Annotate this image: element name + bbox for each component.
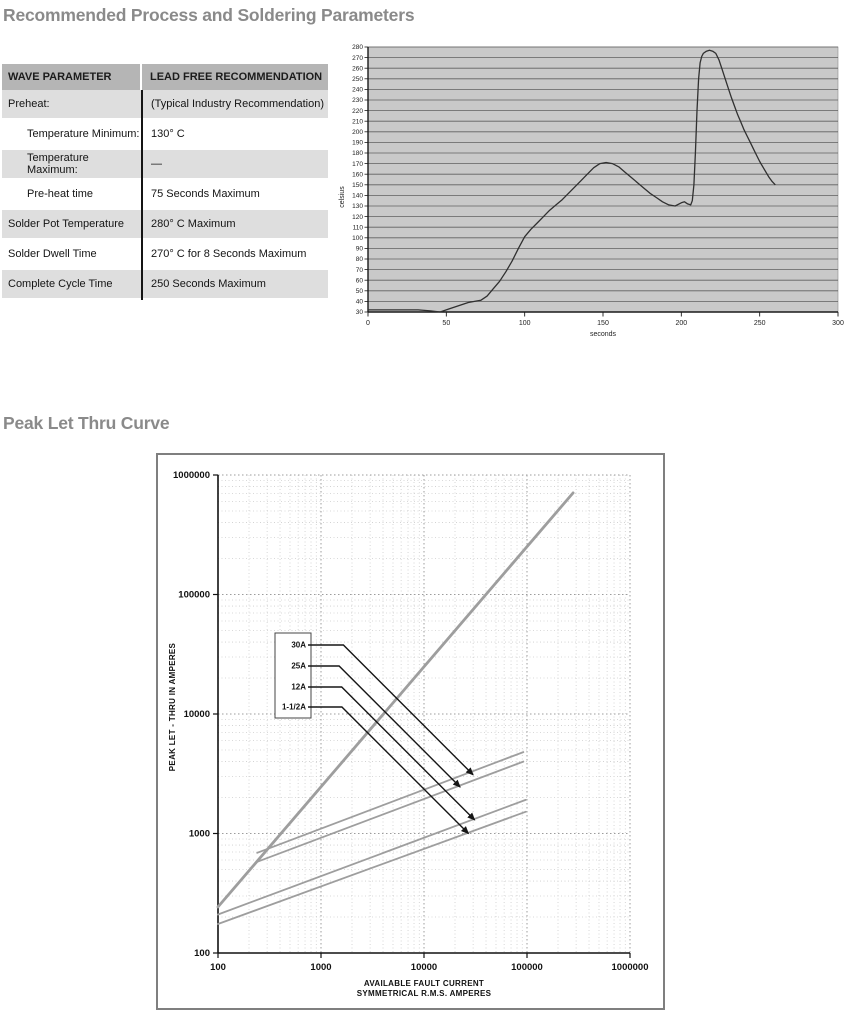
series-line-1-1-2a xyxy=(218,812,526,924)
series-line-30a xyxy=(257,752,523,853)
legend-arrow-1-1-2a xyxy=(308,707,468,834)
svg-text:0: 0 xyxy=(366,320,370,327)
svg-text:190: 190 xyxy=(352,139,363,147)
svg-text:10000: 10000 xyxy=(183,709,210,721)
svg-text:1000000: 1000000 xyxy=(611,962,649,973)
svg-text:180: 180 xyxy=(352,150,363,158)
svg-text:100: 100 xyxy=(518,320,531,327)
svg-text:100000: 100000 xyxy=(511,962,543,973)
param-cell: Pre-heat time xyxy=(27,188,94,200)
svg-text:200: 200 xyxy=(352,129,363,136)
svg-text:AVAILABLE FAULT CURRENT: AVAILABLE FAULT CURRENT xyxy=(363,979,485,988)
svg-text:1000: 1000 xyxy=(188,828,210,840)
section-title-peak-let-thru: Peak Let Thru Curve xyxy=(3,413,170,433)
solder-profile-chart xyxy=(336,35,849,345)
value-cell: 250 Seconds Maximum xyxy=(151,278,266,290)
param-cell: Preheat: xyxy=(8,98,50,110)
svg-text:200: 200 xyxy=(675,320,688,327)
svg-text:170: 170 xyxy=(352,160,363,168)
svg-text:140: 140 xyxy=(352,192,363,200)
wave-parameter-table xyxy=(2,64,328,300)
table-row xyxy=(2,150,328,180)
table-row xyxy=(2,270,328,300)
legend-arrow-25a xyxy=(308,666,460,787)
column-divider-line xyxy=(141,90,143,300)
param-cell: Temperature Minimum: xyxy=(27,128,140,140)
value-cell: 130° C xyxy=(151,128,185,140)
letthru-x-axis-label xyxy=(357,979,492,998)
table-row xyxy=(2,240,328,270)
peak-let-thru-chart xyxy=(158,455,663,1008)
svg-text:160: 160 xyxy=(352,171,363,179)
svg-text:100: 100 xyxy=(352,235,363,242)
param-cell: Temperature Maximum: xyxy=(27,152,89,176)
svg-text:210: 210 xyxy=(352,118,363,126)
peak-let-thru-figure xyxy=(156,453,665,1010)
svg-text:1000: 1000 xyxy=(310,962,332,973)
value-cell: (Typical Industry Recommendation) xyxy=(151,98,325,110)
svg-text:150: 150 xyxy=(597,320,609,327)
svg-text:120: 120 xyxy=(352,213,363,221)
table-body xyxy=(2,90,328,300)
svg-text:130: 130 xyxy=(352,203,363,211)
svg-text:70: 70 xyxy=(355,266,363,274)
svg-text:260: 260 xyxy=(352,65,363,73)
svg-text:1000000: 1000000 xyxy=(173,470,210,482)
svg-text:240: 240 xyxy=(352,86,363,94)
value-cell: — xyxy=(151,158,162,170)
table-header-row xyxy=(2,64,328,90)
svg-text:100000: 100000 xyxy=(178,589,210,601)
series-line-12a xyxy=(218,800,526,915)
svg-text:100: 100 xyxy=(194,948,210,960)
param-cell: Solder Dwell Time xyxy=(8,248,97,260)
legend-label-1-1-2a: 1-1/2A xyxy=(281,702,306,712)
svg-text:60: 60 xyxy=(355,277,363,285)
profile-x-axis-label: seconds xyxy=(589,331,617,338)
svg-text:150: 150 xyxy=(352,182,363,189)
svg-text:30: 30 xyxy=(355,309,363,317)
table-row xyxy=(2,90,328,120)
column-header-lead-free: LEAD FREE RECOMMENDATION xyxy=(150,71,323,83)
table-row xyxy=(2,210,328,240)
table-row xyxy=(2,120,328,150)
profile-plot-area xyxy=(352,44,844,327)
svg-text:270: 270 xyxy=(352,54,363,62)
svg-text:220: 220 xyxy=(352,107,363,115)
legend-label-12a: 12A xyxy=(291,682,306,692)
table-row xyxy=(2,180,328,210)
svg-text:80: 80 xyxy=(355,256,363,264)
svg-text:110: 110 xyxy=(352,224,363,232)
svg-text:250: 250 xyxy=(352,76,363,83)
svg-text:90: 90 xyxy=(355,245,363,253)
svg-text:40: 40 xyxy=(355,298,363,306)
svg-text:280: 280 xyxy=(352,44,363,52)
param-cell: Complete Cycle Time xyxy=(8,278,113,290)
value-cell: 75 Seconds Maximum xyxy=(151,188,260,200)
value-cell: 270° C for 8 Seconds Maximum xyxy=(151,248,307,260)
svg-text:50: 50 xyxy=(355,288,363,295)
value-cell: 280° C Maximum xyxy=(151,218,236,230)
param-cell: Solder Pot Temperature xyxy=(8,218,124,230)
svg-text:100: 100 xyxy=(210,962,226,973)
svg-text:10000: 10000 xyxy=(410,962,438,973)
profile-y-axis-label: celsius xyxy=(339,186,346,208)
legend-label-25a: 25A xyxy=(291,661,306,671)
svg-text:300: 300 xyxy=(832,320,844,327)
svg-text:230: 230 xyxy=(352,97,363,105)
legend-label-30a: 30A xyxy=(291,640,306,650)
svg-text:SYMMETRICAL R.M.S. AMPERES: SYMMETRICAL R.M.S. AMPERES xyxy=(356,989,492,998)
letthru-plot-area xyxy=(173,470,648,973)
svg-text:250: 250 xyxy=(753,320,766,327)
section-title-soldering: Recommended Process and Soldering Parameters xyxy=(3,5,415,25)
svg-text:50: 50 xyxy=(442,320,451,327)
column-header-wave-parameter: WAVE PARAMETER xyxy=(2,64,142,90)
letthru-y-axis-label: PEAK LET - THRU IN AMPERES xyxy=(168,642,177,772)
